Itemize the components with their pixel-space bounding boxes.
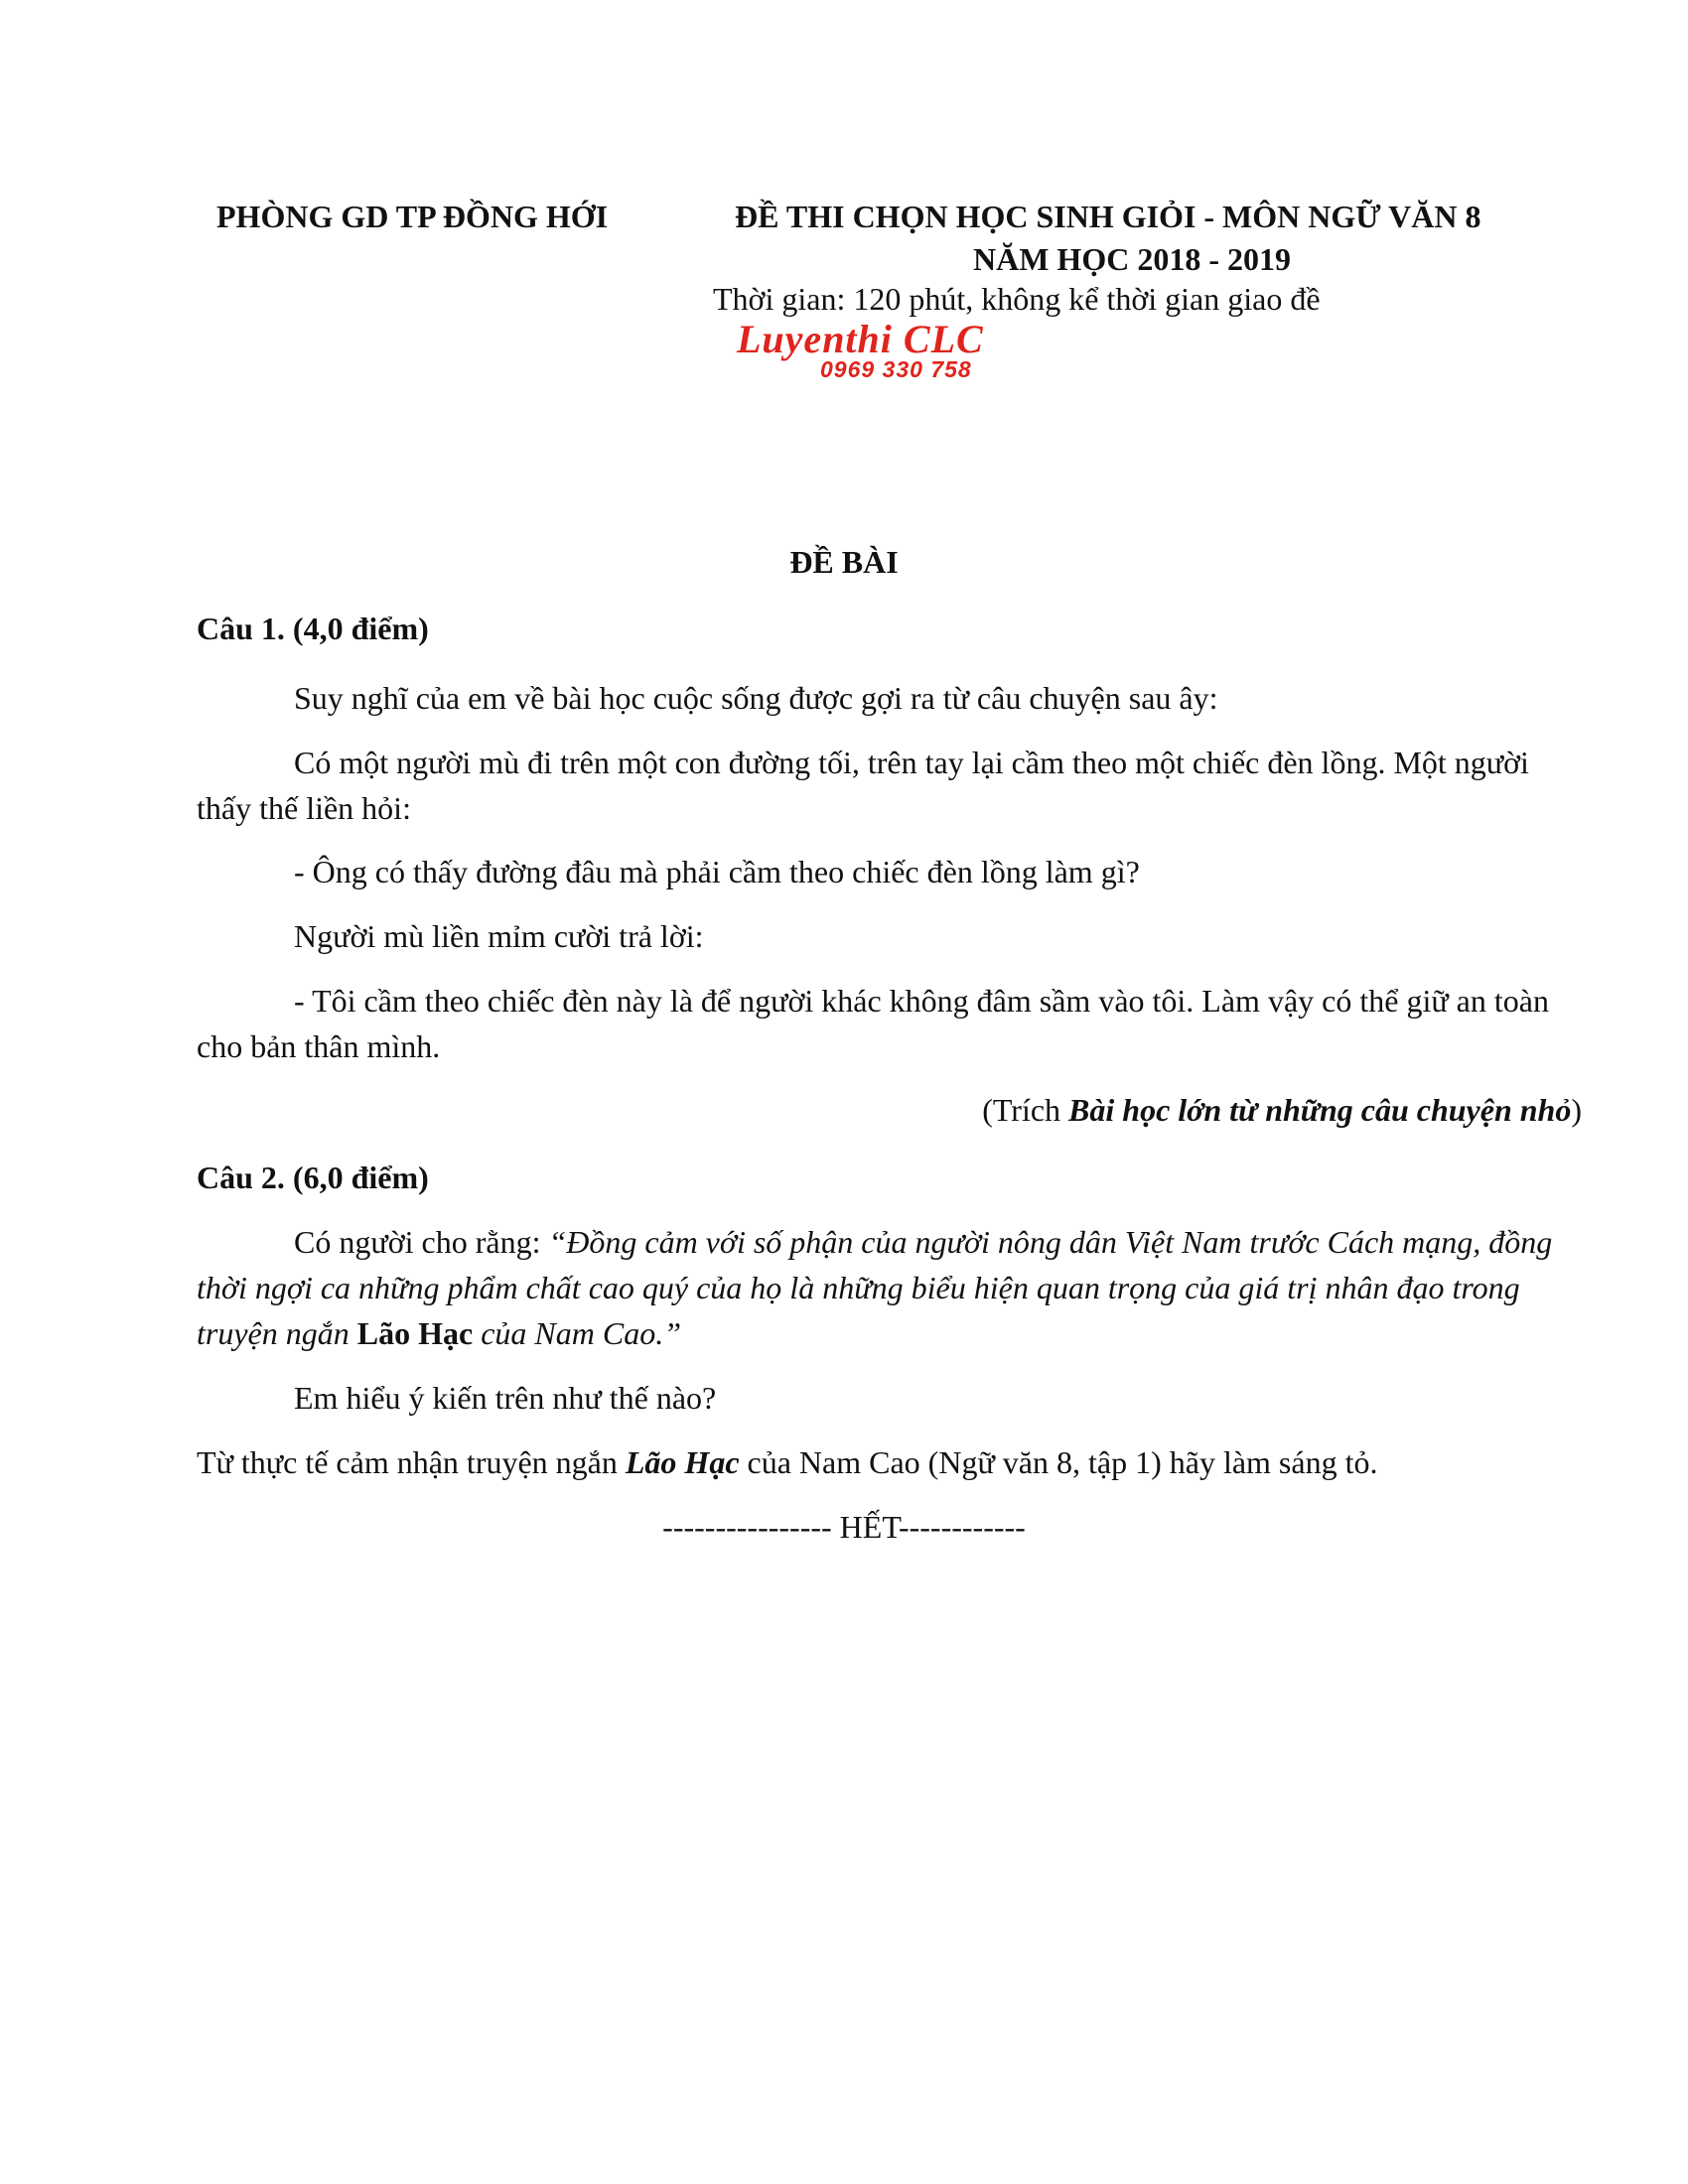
section-title: ĐỀ BÀI <box>789 544 899 580</box>
q1-source <box>197 1087 1582 1133</box>
q1-heading: Câu 1. (4,0 điểm) <box>197 611 429 646</box>
q2-task-suffix: của Nam Cao (Ngữ văn 8, tập 1) hãy làm sáng tỏ. <box>739 1444 1378 1480</box>
q1-source-prefix: (Trích <box>982 1092 1069 1128</box>
q2-quote-part2: của Nam Cao.” <box>473 1315 681 1351</box>
exam-title: ĐỀ THI CHỌN HỌC SINH GIỎI - MÔN NGỮ VĂN 8 <box>735 199 1481 234</box>
q1-story-answer: - Tôi cầm theo chiếc đèn này là để người khác không đâm sầm vào tôi. Làm vậy có thể giữ an toàn cho bản thân mình. <box>197 983 1549 1064</box>
q2-task-work: Lão Hạc <box>625 1444 740 1480</box>
q2-quote-part1: “Đồng cảm với số phận của người nông dân Việt Nam trước Cách mạng, đồng thời ngợi ca những phẩm chất cao quý của họ là những biểu hiện quan trọng của giá trị nhân đạo trong truyện ngắn <box>197 1224 1553 1351</box>
q2-question: Em hiểu ý kiến trên như thế nào? <box>294 1380 717 1416</box>
end-mark: ---------------- HẾT------------ <box>662 1509 1026 1545</box>
watermark-phone: 0969 330 758 <box>820 356 972 382</box>
q1-story-paragraph-3: Người mù liền mỉm cười trả lời: <box>294 918 704 954</box>
q2-heading: Câu 2. (6,0 điểm) <box>197 1160 429 1195</box>
q2-quote-paragraph <box>197 1219 1582 1356</box>
q2-quote-work: Lão Hạc <box>356 1315 474 1351</box>
time-note: Thời gian: 120 phút, không kể thời gian giao đề <box>713 281 1321 317</box>
q2-intro: Có người cho rằng: <box>294 1224 549 1260</box>
watermark-logo <box>737 316 984 383</box>
q2-task <box>197 1439 1582 1485</box>
office-name: PHÒNG GD TP ĐỒNG HỚI <box>216 199 609 234</box>
q2-task-prefix: Từ thực tế cảm nhận truyện ngắn <box>197 1444 626 1480</box>
watermark-brand: Luyenthi CLC <box>737 317 984 361</box>
q1-prompt: Suy nghĩ của em về bài học cuộc sống được gợi ra từ câu chuyện sau ây: <box>294 680 1218 716</box>
q1-source-suffix: ) <box>1571 1092 1582 1128</box>
q1-story-question: - Ông có thấy đường đâu mà phải cầm theo chiếc đèn lồng làm gì? <box>294 854 1140 889</box>
q1-story-paragraph-1: Có một người mù đi trên một con đường tối, trên tay lại cầm theo một chiếc đèn lồng. Một người thấy thế liền hỏi: <box>197 745 1529 826</box>
q1-source-title: Bài học lớn từ những câu chuyện nhỏ <box>1068 1092 1572 1128</box>
school-year: NĂM HỌC 2018 - 2019 <box>973 241 1291 277</box>
